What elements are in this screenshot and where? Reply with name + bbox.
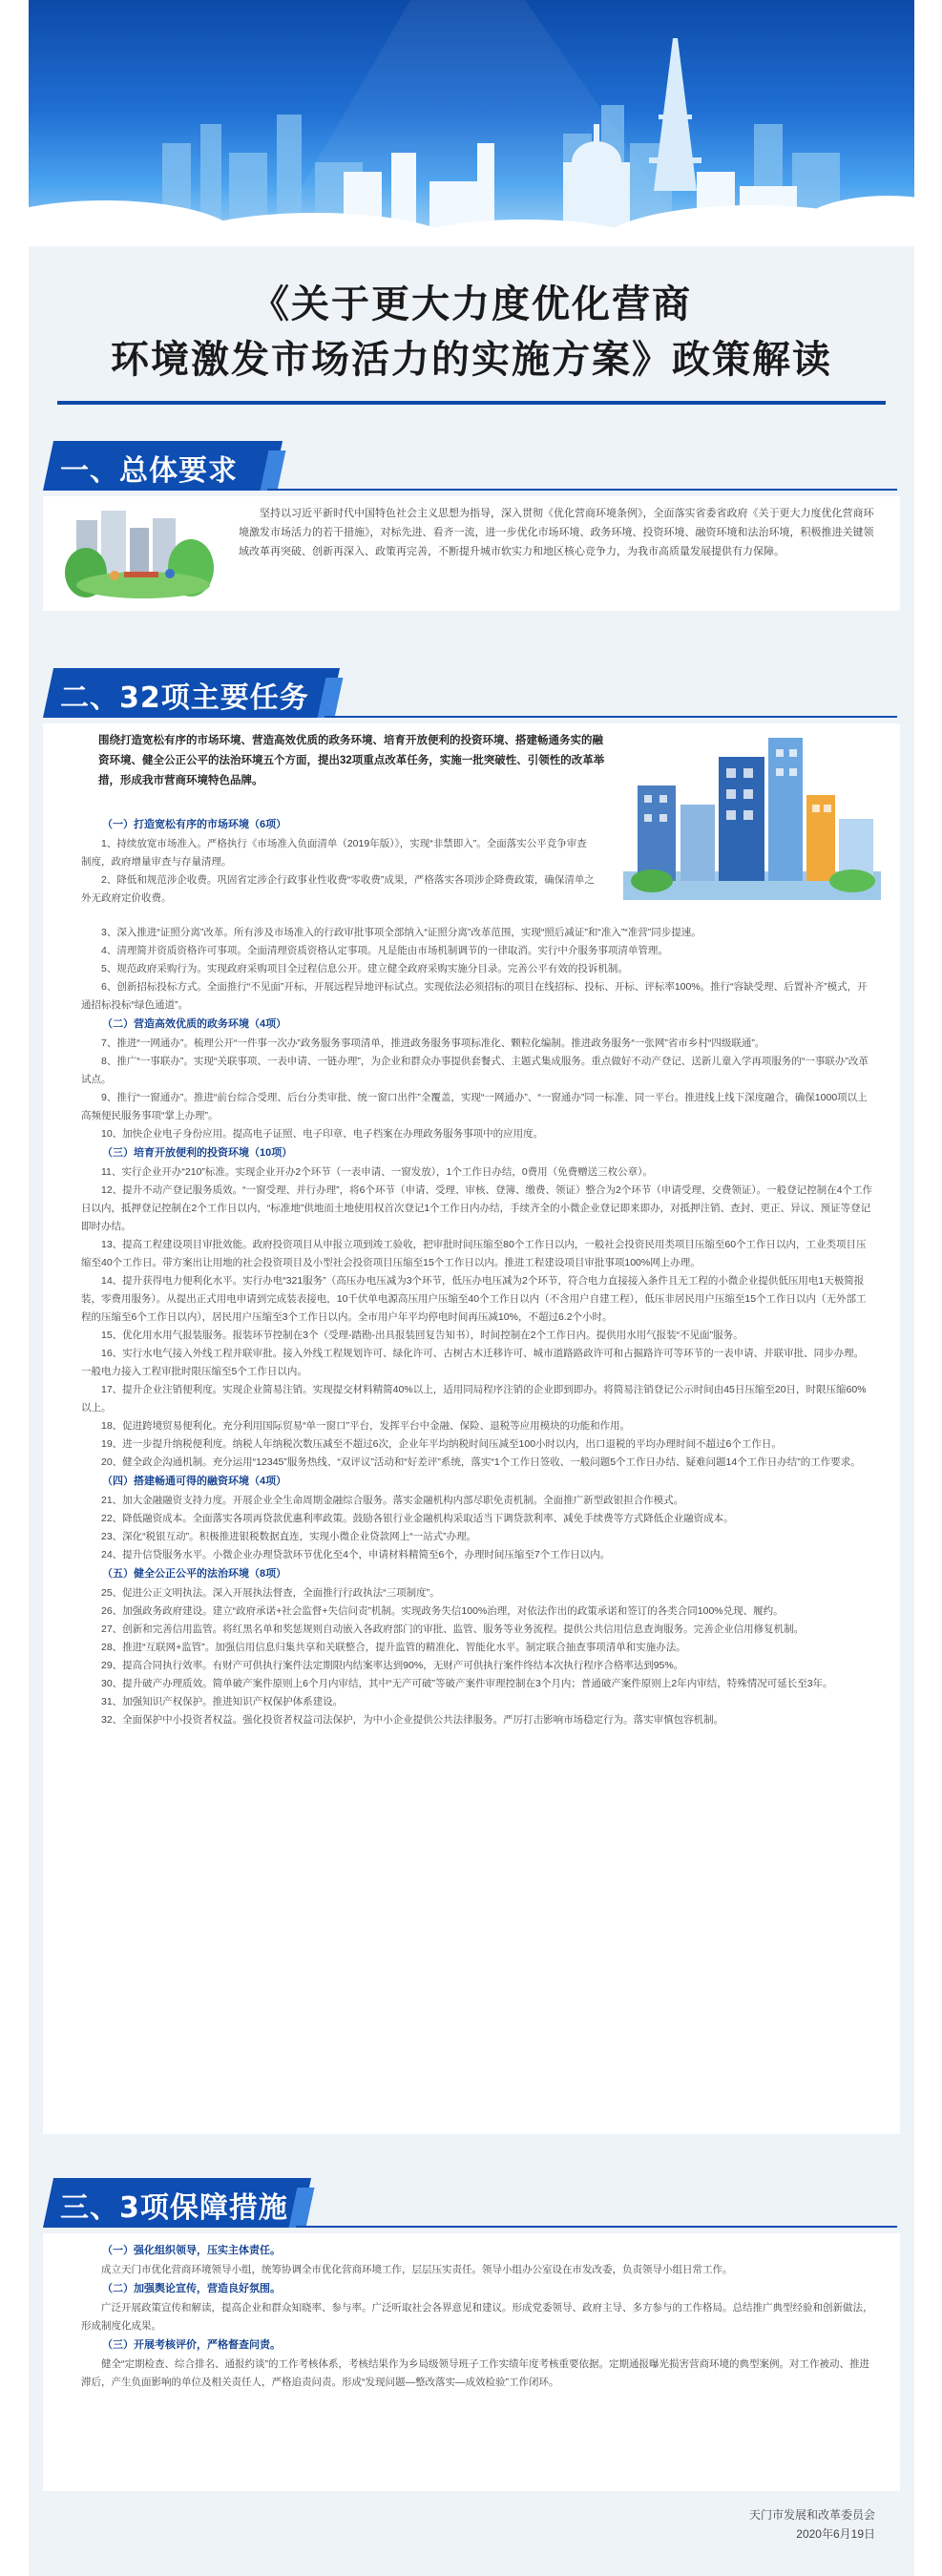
title-line-1: 《关于更大力度优化营商 xyxy=(251,282,692,326)
section-3-rule xyxy=(296,2226,897,2228)
task-item: 18、促进跨境贸易便利化。充分利用国际贸易“单一窗口”平台，发挥平台中金融、保险、退税等应用模块的功能和作用。 xyxy=(101,1420,631,1432)
task-item: 10、加快企业电子身份应用。提高电子证照、电子印章、电子档案在办理政务服务事项中的应用度。 xyxy=(101,1128,544,1140)
task-item: 28、推进“互联网+监管”。加强信用信息归集共享和关联整合，提升监管的精准化、智能化水平。制定联合抽查事项清单和实施办法。 xyxy=(101,1642,686,1653)
task-item: 13、提高工程建设项目审批效能。政府投资项目从申报立项到竣工验收，把审批时间压缩至80个工作日以内，一般社会投资民用类项目压缩至60个工作日以内，工业类项目压缩至40个工作日。带方案出让用地的社会投资项目及小型社会投资项目压缩至15个工作日以内。推进工程建设项目审批事项100%网上办理。 xyxy=(81,1239,867,1268)
task-item: 32、全面保护中小投资者权益。强化投资者权益司法保护，为中小企业提供公共法律服务。严厉打击影响市场稳定行为。落实审慎包容机制。 xyxy=(101,1714,724,1726)
task-item: 6、创新招标投标方式。全面推行“不见面”开标，开展远程异地评标试点。实现依法必须招标的项目在线招标、投标、开标、评标率100%。推行“容缺受理、后置补齐”模式，开通招标投标“绿色通道”。 xyxy=(81,981,868,1011)
group-2-title: （二）营造高效优质的政务环境（4项） xyxy=(102,1018,287,1030)
section-2-title: 二、32项主要任务 xyxy=(60,681,309,715)
task-item: 30、提升破产办理质效。简单破产案件原则上6个月内审结，其中“无产可破”等破产案件审理控制在3个月内；普通破产案件原则上2年内审结，特殊情况可延长至3年。 xyxy=(101,1678,833,1689)
title-line-2: 环境激发市场活力的实施方案》政策解读 xyxy=(111,337,832,382)
city-skyline-illustration xyxy=(29,0,914,246)
task-item: 11、实行企业开办“210”标准。实现企业开办2个环节（一表申请、一窗发放），1个工作日办结，0费用（免费赠送三枚公章）。 xyxy=(101,1166,653,1178)
task-item: 26、加强政务政府建设。建立“政府承诺+社会监督+失信问责”机制。实现政务失信100%治理，对依法作出的政策承诺和签订的各类合同100%兑现、履约。 xyxy=(101,1605,784,1617)
section-2-list xyxy=(81,924,873,1729)
task-item: 14、提升获得电力便利化水平。实行办电“321服务”（高压办电压减为3个环节，低压办电压减为2个环节，符合电力直接接入条件且无工程的小微企业提供低压用电1天极简报装，零费用服务）。从提出正式用电申请到完成装表接电，10千伏单电源高压用户压缩至40个工作日以内（不含用户自建工程），低压非居民用户压缩至15个工作日以内（无外部工程的压缩至6个工作日以内），居民用户压缩至3个工作日以内。全市用户年平均停电时间再压减10%，不超过6.2个小时。 xyxy=(81,1275,867,1323)
section-3-title: 三、3项保障措施 xyxy=(60,2191,288,2225)
task-item: 1、持续放宽市场准入。严格执行《市场准入负面清单（2019年版）》，实现“非禁即入”。全面落实公平竞争审查制度，政府增量审查与存量清理。 xyxy=(81,838,587,868)
group-3-title: （三）培育开放便利的投资环境（10项） xyxy=(102,1147,293,1159)
section-1-rule xyxy=(267,489,897,491)
task-item: 21、加大金融融资支持力度。开展企业全生命周期金融综合服务。落实金融机构内部尽职免责机制。全面推广新型政银担合作模式。 xyxy=(101,1495,684,1506)
task-item: 7、推进“一网通办”。梳理公开“一件事一次办”政务服务事项清单，推进政务服务事项标准化、颗粒化编制。推进政务服务“一张网”省市乡村“四级联通”。 xyxy=(101,1037,765,1049)
title-divider xyxy=(57,401,886,405)
task-item: 8、推广“一事联办”。实现“关联事项、一表申请、一链办理”，为企业和群众办事提供套餐式、主题式集成服务。重点做好不动产登记、送新儿童入学再项服务的“一事联办”改革试点。 xyxy=(81,1056,869,1085)
task-item: 9、推行“一窗通办”。推进“前台综合受理、后台分类审批、统一窗口出件”全覆盖，实现“一网通办”、“一窗通办”同一标准、同一平台。推进线上线下深度融合，确保1000项以上高频便民服务事项“掌上办理”。 xyxy=(81,1092,868,1121)
measure-body: 健全“定期检查、综合排名、通报约谈”的工作考核体系，考核结果作为乡局级领导班子工作实绩年度考核重要依据。定期通报曝光损害营商环境的典型案例。对工作被动、推进滞后，产生负面影响的单位及相关责任人，严格追责问责。形成“发现问题—整改落实—成效检验”工作闭环。 xyxy=(81,2358,869,2388)
task-item: 16、实行水电气接入外线工程并联审批。接入外线工程规划许可、绿化许可、古树古木迁移许可、城市道路路政许可和占掘路许可等环节的一表申请、并联审批、同步办理。一般电力接入工程审批时限压缩至5个工作日以内。 xyxy=(81,1348,865,1377)
task-item: 5、规范政府采购行为。实现政府采购项目全过程信息公开。建立健全政府采购实施分目录。完善公平有效的投诉机制。 xyxy=(101,963,628,974)
group-4-title: （四）搭建畅通可得的融资环境（4项） xyxy=(102,1476,287,1487)
task-item: 3、深入推进“证照分离”改革。所有涉及市场准入的行政审批事项全部纳入“证照分离”改革范围，实现“照后减证”和“准入”“准营”同步提速。 xyxy=(101,927,701,938)
task-item: 17、提升企业注销便利度。实现企业简易注销。实现提交材料精简40%以上，适用同局程序注销的企业即到即办。将简易注销登记公示时间由45日压缩至20日，时限压缩60%以上。 xyxy=(81,1384,867,1414)
task-item: 27、创新和完善信用监管。将红黑名单和奖惩规则自动嵌入各政府部门的审批、监管、服务等业务流程。提供公共信用信息查询服务。完善企业信用修复机制。 xyxy=(101,1623,805,1635)
group-1 xyxy=(81,815,597,908)
group-5-title: （五）健全公正公平的法治环境（8项） xyxy=(102,1568,287,1580)
measure-1-title: （一）强化组织领导，压实主体责任。 xyxy=(102,2245,281,2256)
section-2-rule xyxy=(324,716,897,718)
task-item: 23、深化“税银互动”。积极推进银税数据直连，实现小微企业贷款网上“一站式”办理。 xyxy=(101,1531,477,1542)
measure-2-title: （二）加强舆论宣传，营造良好氛围。 xyxy=(102,2283,281,2294)
footer xyxy=(749,2505,875,2544)
task-item: 25、促进公正文明执法。深入开展执法督查，全面推行行政执法“三项制度”。 xyxy=(101,1587,440,1599)
measure-3-title: （三）开展考核评价，严格督查问责。 xyxy=(102,2339,281,2351)
park-illustration xyxy=(57,501,229,606)
task-item: 22、降低融资成本。全面落实各项再贷款优惠利率政策。鼓励各银行业金融机构采取适当下调贷款利率、减免手续费等方式降低企业融资成本。 xyxy=(101,1513,734,1524)
task-item: 29、提高合同执行效率。有财产可供执行案件法定期限内结案率达到90%，无财产可供执行案件终结本次执行程序合格率达到95%。 xyxy=(101,1660,684,1671)
task-item: 4、清理简并资质资格许可事项。全面清理资质资格认定事项。凡是能由市场机制调节的一律取消。实行中介服务事项清单管理。 xyxy=(101,945,668,956)
task-item: 12、提升不动产登记服务质效。“一窗受理、并行办理”，将6个环节（申请、受理、审核、登簿、缴费、领证）整合为2个环节（申请受理、交费领证）。一般登记控制在4个工作日以内，抵押登记控制在2个工作日以内，“标准地”供地而土地使用权首次登记1个工作日内办结，手续齐全的小微企业登记即来即办，对抵押注销、查封、更正、异议、预证等登记即时办结。 xyxy=(81,1184,872,1232)
task-item: 31、加强知识产权保护。推进知识产权保护体系建设。 xyxy=(101,1696,344,1707)
section-3-card xyxy=(43,2233,900,2491)
measure-body: 成立天门市优化营商环境领导小组，统筹协调全市优化营商环境工作，层层压实责任。领导小组办公室设在市发改委，负责领导小组日常工作。 xyxy=(101,2264,733,2275)
measure-body: 广泛开展政策宣传和解读，提高企业和群众知晓率、参与率。广泛听取社会各界意见和建议。形成党委领导、政府主导、多方参与的工作格局。总结推广典型经验和创新做法，形成制度化成果。 xyxy=(81,2302,873,2332)
task-item: 20、健全政企沟通机制。充分运用“12345”服务热线、“双评议”活动和“好差评”系统，落实“1个工作日签收、一般问题5个工作日办结、疑难问题14个工作日办结”的工作要求。 xyxy=(101,1456,861,1468)
section-1-card xyxy=(43,496,900,611)
section-2-card xyxy=(43,723,900,2134)
task-item: 24、提升信贷服务水平。小微企业办理贷款环节优化至4个，申请材料精简至6个，办理时间压缩至7个工作日以内。 xyxy=(101,1549,611,1560)
section-3-list xyxy=(81,2241,873,2392)
section-2-intro: 围绕打造宽松有序的市场环境、营造高效优质的政务环境、培育开放便利的投资环境、搭建畅通务实的融资环境、健全公正公平的法治环境五个方面，提出32项重点改革任务，实施一批突破性、引领性的改革举措，形成我市营商环境特色品牌。 xyxy=(98,735,605,786)
section-1-title: 一、总体要求 xyxy=(60,454,238,488)
section-1-body: 坚持以习近平新时代中国特色社会主义思想为指导，深入贯彻《优化营商环境条例》，全面落实省委省政府《关于更大力度优化营商环境激发市场活力的若干措施》，对标先进、看齐一流，进一步优化市场环境、政务环境、投资环境、融资环境和法治环境，积极推进关键领域改革再突破、创新再深入、政策再完善，不断提升城市软实力和地区核心竞争力，为我市高质量发展提供有力保障。 xyxy=(239,508,874,557)
footer-date: 2020年6月19日 xyxy=(796,2527,875,2541)
task-item: 15、优化用水用气报装服务。报装环节控制在3个（受理-踏勘-出具报装回复告知书），时间控制在2个工作日内。提供用水用气报装“不见面”服务。 xyxy=(101,1330,743,1341)
header-banner xyxy=(29,0,914,246)
task-item: 2、降低和规范涉企收费。巩固省定涉企行政事业性收费“零收费”成果，严格落实各项涉企降费政策，确保清单之外无政府定价收费。 xyxy=(81,874,595,904)
group-1-title: （一）打造宽松有序的市场环境（6项） xyxy=(102,819,287,830)
building-illustration xyxy=(623,728,881,900)
task-item: 19、进一步提升纳税便利度。纳税人年纳税次数压减至不超过6次，企业年平均纳税时间压减至100小时以内，出口退税的平均办理时间不超过6个工作日。 xyxy=(101,1438,782,1450)
page-title xyxy=(29,277,914,387)
footer-org: 天门市发展和改革委员会 xyxy=(748,2508,875,2522)
